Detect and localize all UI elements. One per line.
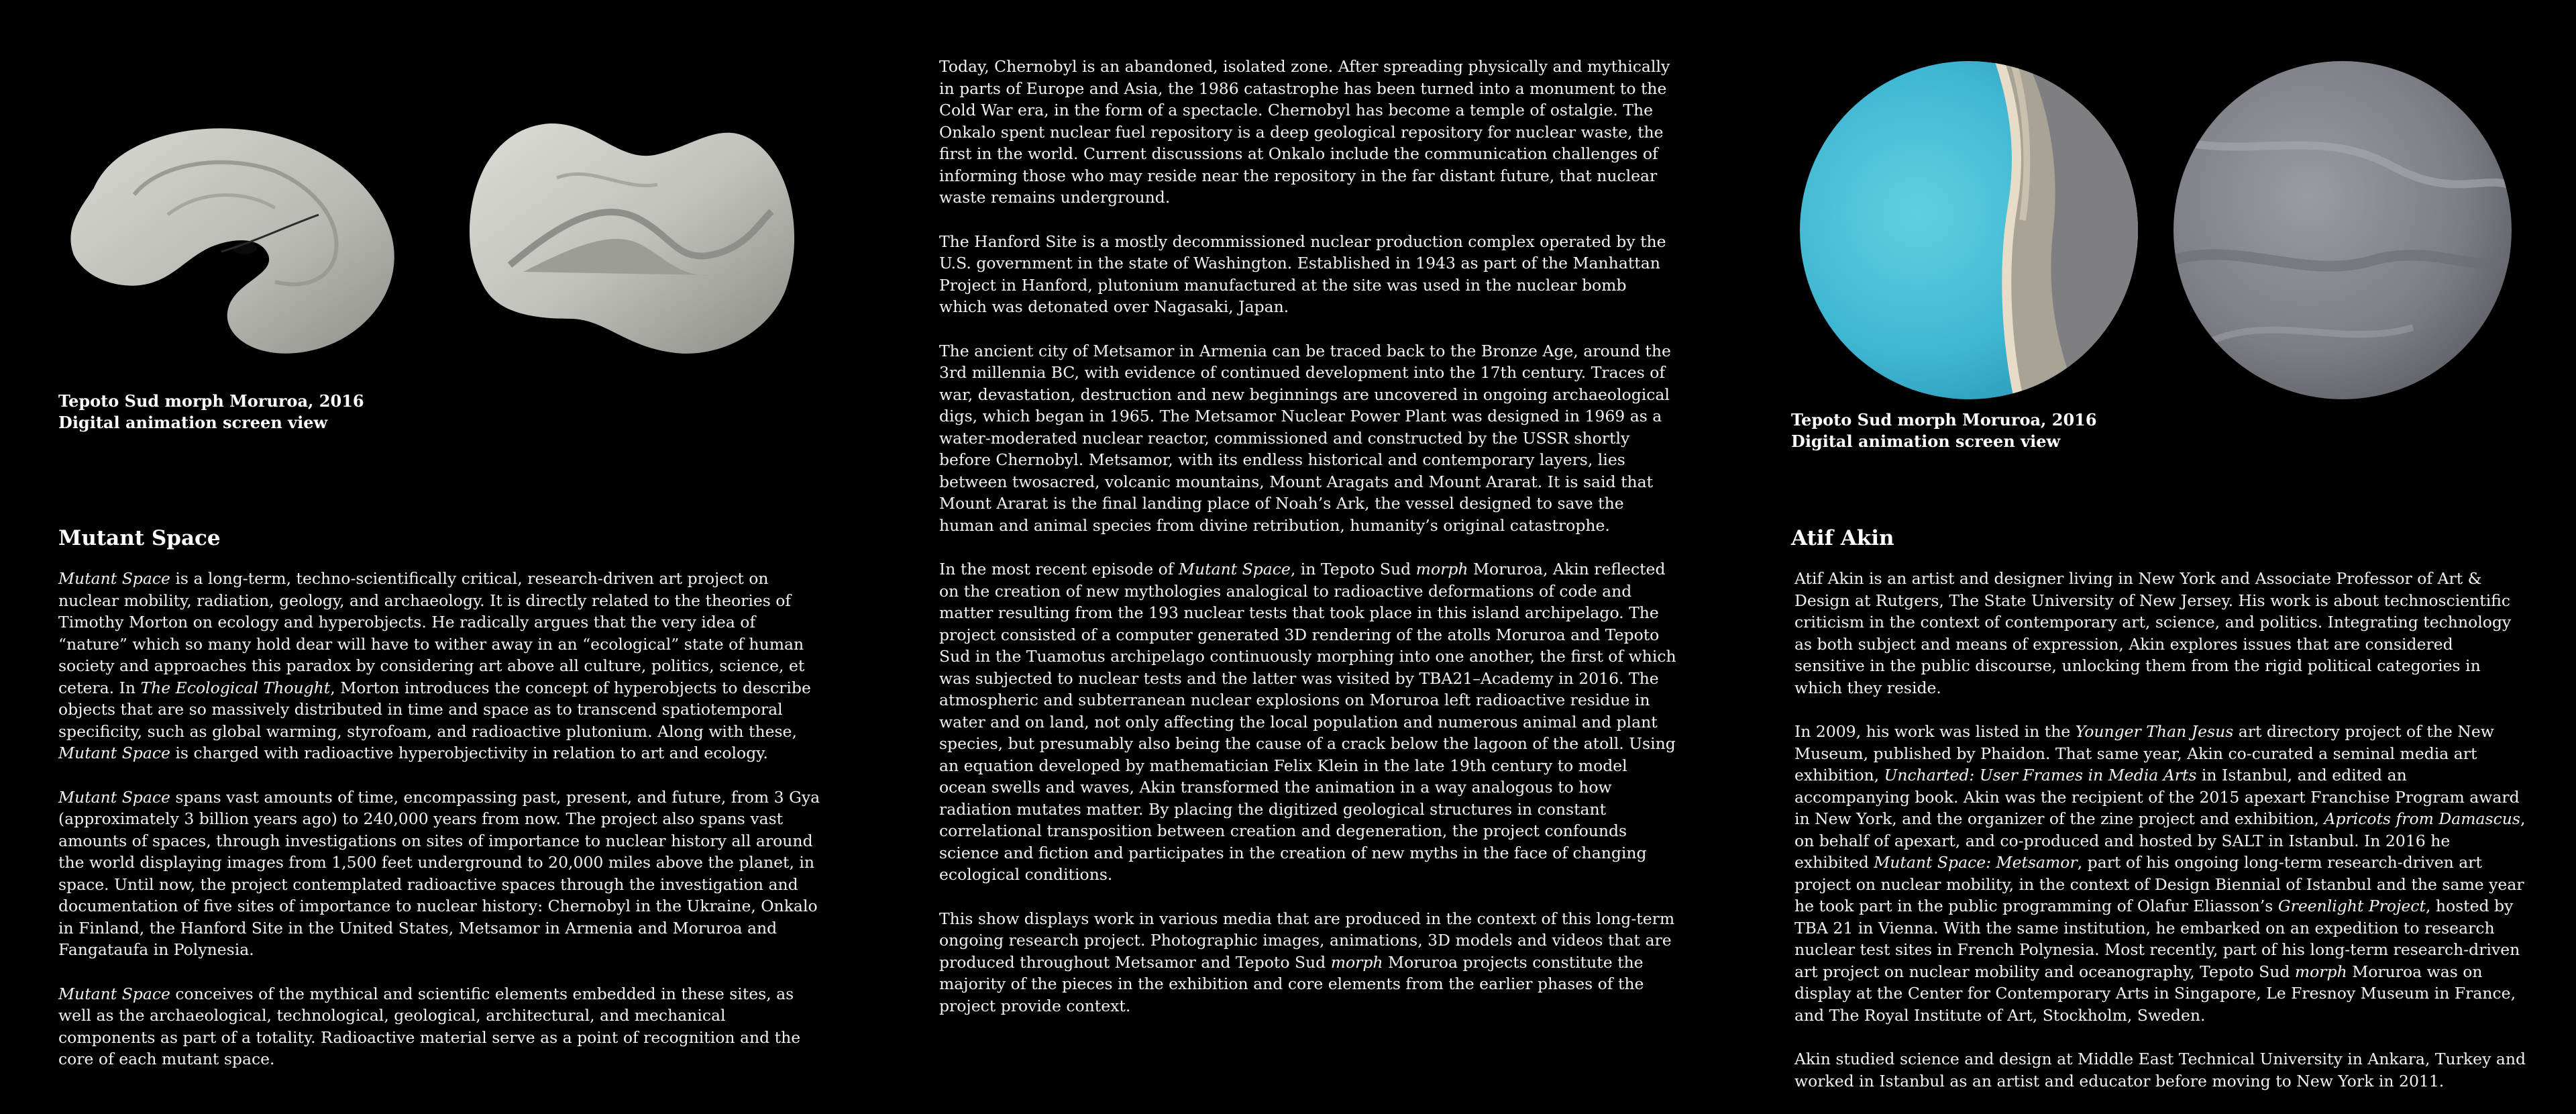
text-run: In the most recent episode of xyxy=(939,560,1179,578)
body-paragraph xyxy=(939,231,1677,318)
text-run: Moruroa projects constitute the majority of the pieces in the exhibition and core elements from the earlier phases of the project provide context. xyxy=(939,952,1644,1015)
body-paragraph xyxy=(939,340,1677,537)
italic-text: morph xyxy=(2294,962,2347,981)
body-paragraph xyxy=(939,56,1677,209)
text-run: art directory project of the New Museum, published by Phaidon. That same year, Akin co-curated a seminal media art exhibition, xyxy=(1794,722,2494,784)
body-paragraph xyxy=(1794,568,2526,699)
body-paragraph xyxy=(1794,721,2526,1026)
text-run: The Hanford Site is a mostly decommissioned nuclear production complex operated by the U.S. government in the state of Washington. Established in 1943 as part of the Manhattan Project in Hanford, plutonium manufactured at the site was used in the nuclear bomb which was detonated over Nagasaki, Japan. xyxy=(939,232,1666,316)
text-run: spans vast amounts of time, encompassing past, present, and future, from 3 Gya (approximately 3 billion years ago) to 240,000 years from now. The project also spans vast amounts of spaces, through investigations on sites of importance to nuclear history all around the world displaying images from 1,500 feet underground to 20,000 miles above the planet, in space. Until now, the project contemplated radioactive spaces through the investigation and documentation of five sites of importance to nuclear history: Chernobyl in the Ukraine, Onkalo in Finland, the Hanford Site in the United States, Metsamor in Armenia and Moruroa and Fangataufa in Polynesia. xyxy=(58,787,820,959)
section-heading-mutant-space: Mutant Space xyxy=(58,526,221,550)
text-run: Moruroa was on display at the Center for Contemporary Arts in Singapore, Le Fresnoy Museum in France, and The Royal Institute of Art, Stockholm, Sweden. xyxy=(1794,962,2516,1025)
text-run: , on behalf of apexart, and co-produced and hosted by SALT in Istanbul. In 2016 he exhibited xyxy=(1794,809,2526,872)
italic-text: Mutant Space xyxy=(58,569,170,588)
italic-text: Mutant Space xyxy=(1178,560,1291,578)
text-run: , hosted by TBA 21 in Vienna. With the same institution, he embarked on an expedition to research nuclear test sites in French Polynesia. Most recently, part of his long-term research-driven art project on nuclear mobility and oceanography, Tepoto Sud xyxy=(1794,897,2520,981)
italic-text: Uncharted: User Frames in Media Arts xyxy=(1884,766,2197,784)
text-run: Moruroa, Akin reflected on the creation of new mythologies analogical to radioactive deformations of code and matter resulting from the 193 nuclear tests that took place in this island archipelago. The project consisted of a computer generated 3D rendering of the atolls Moruroa and Tepoto Sud in the Tuamotus archipelago continuously morphing into one another, the first of which was subjected to nuclear tests and the latter was visited by TBA21–Academy in 2016. The atmospheric and subterranean nuclear explosions on Moruroa left radioactive residue in water and on land, not only affecting the local population and numerous animal and plant species, but presumably also being the cause of a crack below the lagoon of the atoll. Using an equation developed by mathematician Felix Klein in the late 19th century to model ocean swells and waves, Akin transformed the animation in a way analogous to how radiation mutates matter. By placing the digitized geological structures in constant correlational transposition between creation and degeneration, the project confounds science and fiction and participates in the creation of new myths in the face of changing ecological conditions. xyxy=(939,560,1676,884)
middle-text-column xyxy=(939,56,1677,1039)
body-paragraph xyxy=(58,983,823,1070)
body-paragraph xyxy=(58,787,823,961)
caption-title: Tepoto Sud morph Moruroa, 2016 xyxy=(58,391,364,411)
satellite-view-figure-left xyxy=(1798,59,2140,401)
figure-caption-left xyxy=(58,391,461,434)
italic-text: Mutant Space xyxy=(58,744,170,762)
text-run: The ancient city of Metsamor in Armenia can be traced back to the Bronze Age, around the 3rd millennia BC, with evidence of continued development into the 17th century. Traces of war, devastation, destruction and new beginnings are uncovered in ongoing archaeological digs, which began in 1965. The Metsamor Nuclear Power Plant was designed in 1969 as a water-moderated nuclear reactor, commissioned and constructed by the USSR shortly before Chernobyl. Metsamor, with its endless historical and contemporary layers, lies between twosacred, volcanic mountains, Mount Aragats and Mount Ararat. It is said that Mount Ararat is the final landing place of Noah’s Ark, the vessel designed to save the human and animal species from divine retribution, humanity’s original catastrophe. xyxy=(939,341,1671,535)
text-run: In 2009, his work was listed in the xyxy=(1794,722,2076,741)
right-text-column xyxy=(1794,568,2526,1114)
caption-subtitle: Digital animation screen view xyxy=(58,413,328,432)
italic-text: Mutant Space: Metsamor xyxy=(1874,853,2078,872)
text-run: is charged with radioactive hyperobjectivity in relation to art and ecology. xyxy=(170,744,768,762)
italic-text: Mutant Space xyxy=(58,984,170,1003)
text-run: in Istanbul, and edited an accompanying book. Akin was the recipient of the 2015 apexart Franchise Program award in New York, and the organizer of the zine project and exhibition, xyxy=(1794,766,2520,828)
text-run: Today, Chernobyl is an abandoned, isolated zone. After spreading physically and mythically in parts of Europe and Asia, the 1986 catastrophe has been turned into a monument to the Cold War era, in the form of a spectacle. Chernobyl has become a temple of ostalgie. The Onkalo spent nuclear fuel repository is a deep geological repository for nuclear waste, the first in the world. Current discussions at Onkalo include the communication challenges of informing those who may reside near the repository in the far distant future, that nuclear waste remains underground. xyxy=(939,57,1670,207)
atoll-morph-shape-1 xyxy=(54,114,416,369)
text-run: is a long-term, techno-scientifically critical, research-driven art project on nuclear mobility, radiation, geology, and archaeology. It is directly related to the theories of Timothy Morton on ecology and hyperobjects. He radically argues that the very idea of “nature” which so many hold dear will have to wither away in an “ecological” state of human society and approaches this paradox by considering art above all culture, politics, science, et cetera. In xyxy=(58,569,805,697)
morph-render-figure-left xyxy=(54,114,416,369)
body-paragraph xyxy=(939,908,1677,1017)
italic-text: Greenlight Project xyxy=(2277,897,2426,915)
left-text-column xyxy=(58,568,823,1093)
body-paragraph xyxy=(939,558,1677,886)
text-run: , Morton introduces the concept of hyperobjects to describe objects that are so massively distributed in time and space as to transcend spatiotemporal specificity, such as global warming, styrofoam, and radioactive plutonium. Along with these, xyxy=(58,678,811,741)
body-paragraph xyxy=(58,568,823,764)
body-paragraph xyxy=(1794,1048,2526,1092)
caption-subtitle: Digital animation screen view xyxy=(1791,432,2061,451)
italic-text: The Ecological Thought xyxy=(140,678,331,697)
italic-text: Younger Than Jesus xyxy=(2075,722,2234,741)
figure-caption-right xyxy=(1791,409,2194,452)
text-run: Akin studied science and design at Middle East Technical University in Ankara, Turkey and worked in Istanbul as an artist and educator before moving to New York in 2011. xyxy=(1794,1050,2526,1091)
text-run: conceives of the mythical and scientific elements embedded in these sites, as well as the archaeological, technological, geological, architectural, and mechanical components as part of a totality. Radioactive material serve as a point of recognition and the core of each mutant space. xyxy=(58,984,801,1068)
italic-text: morph xyxy=(1415,560,1468,578)
italic-text: morph xyxy=(1330,952,1383,972)
lagoon-satellite-image xyxy=(1798,59,2140,401)
section-heading-atif-akin: Atif Akin xyxy=(1791,526,1894,550)
italic-text: Apricots from Damascus xyxy=(2324,809,2520,828)
atoll-morph-shape-2 xyxy=(456,117,812,366)
text-run: Atif Akin is an artist and designer living in New York and Associate Professor of Art & Design at Rutgers, The State University of New Jersey. His work is about technoscientific criticism in the context of contemporary art, science, and politics. Integrating technology as both subject and means of expression, Akin explores issues that are considered sensitive in the public discourse, unlocking them from the rigid political categories in which they reside. xyxy=(1794,569,2512,697)
morph-render-figure-right xyxy=(456,117,812,366)
satellite-view-figure-right xyxy=(2171,59,2514,401)
text-run: , in Tepoto Sud xyxy=(1290,560,1416,578)
caption-title: Tepoto Sud morph Moruroa, 2016 xyxy=(1791,410,2097,429)
reef-satellite-image xyxy=(2171,59,2514,401)
text-run: This show displays work in various media that are produced in the context of this long-term ongoing research project. Photographic images, animations, 3D models and videos that are produced throughout Metsamor and Tepoto Sud xyxy=(939,909,1675,972)
italic-text: Mutant Space xyxy=(58,787,170,807)
text-run: , part of his ongoing long-term research-driven art project on nuclear mobility, in the context of Design Biennial of Istanbul and the same year he took part in the public programming of Olafur Eliasson’s xyxy=(1794,853,2524,915)
